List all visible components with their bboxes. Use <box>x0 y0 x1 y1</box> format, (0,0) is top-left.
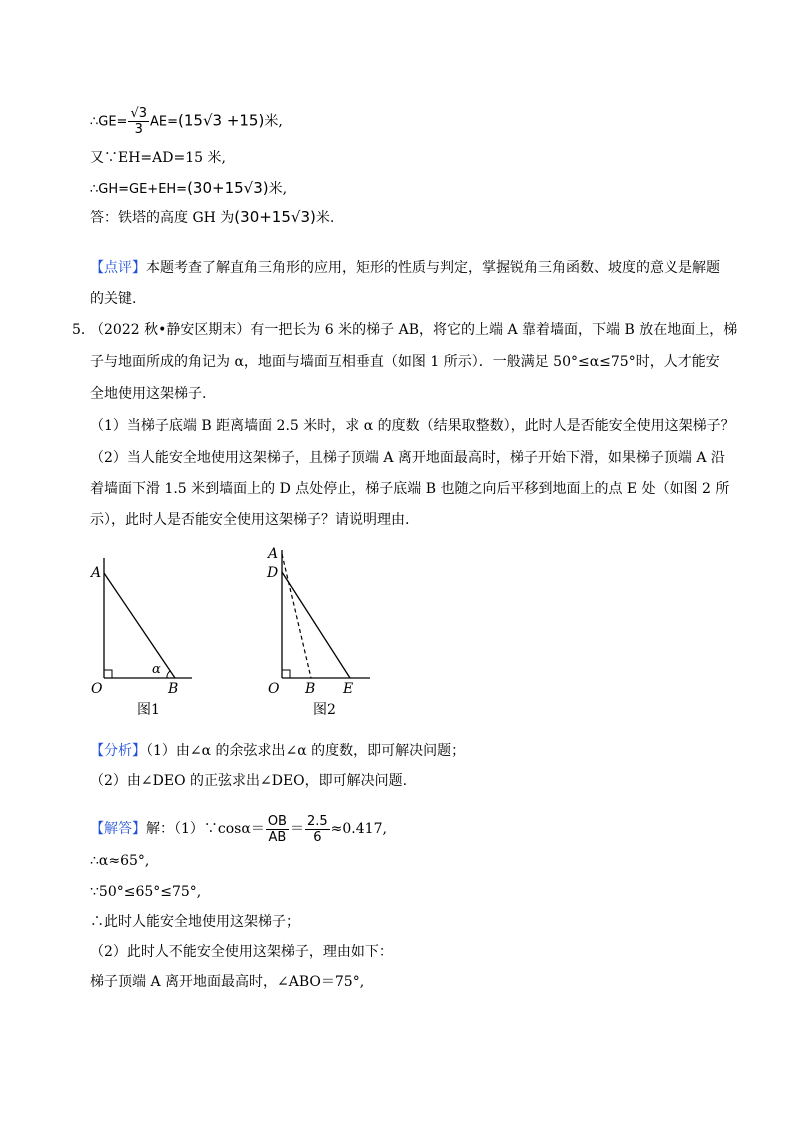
solution-line-6: 梯子顶端 A 离开地面最高时，∠ABO＝75°, <box>90 974 365 990</box>
cos-fraction-2-numerator: 2.5 <box>306 813 328 829</box>
ge-lhs: ∴GE= <box>90 114 128 130</box>
cos-fraction-1-denominator: AB <box>268 829 287 845</box>
fig2-label-e: E <box>343 681 354 697</box>
question-2-line-3: 示），此时人是否能安全使用这架梯子？请说明理由. <box>90 512 410 528</box>
cos-fraction-2-denominator: 6 <box>313 829 322 845</box>
fig2-label-a: A <box>268 546 279 562</box>
fig1-label-a: A <box>91 565 102 581</box>
comment-text-1: 本题考查了解直角三角形的应用，矩形的性质与判定，掌握锐角三角函数、坡度的意义是解题 <box>146 260 720 276</box>
problem-line-2: 子与地面所成的角记为 α，地面与墙面互相垂直（如图 1 所示）．一般满足 50°≤α≤75°时，人才能安 <box>90 354 720 370</box>
solution-line-3: ∵50°≤65°≤75°, <box>90 884 202 900</box>
fig2-ladder-ab-dashed <box>282 554 311 678</box>
comment-tag: 【点评】 <box>90 260 146 276</box>
gh-lhs: ∴GH=GE+EH= <box>90 182 188 197</box>
ge-equation-line <box>90 106 283 137</box>
figure-1 <box>89 558 192 718</box>
ge-mid: AE= <box>150 114 179 130</box>
solution-tag: 【解答】 <box>90 821 146 837</box>
fig2-right-angle-mark <box>282 670 290 678</box>
comment-text-2: 的关键. <box>90 291 137 307</box>
problem-number: 5． <box>72 322 95 338</box>
ge-expression: (15√3 +15) <box>178 111 265 130</box>
analysis-text-1: （1）由∠α 的余弦求出∠α 的度数，即可解决问题； <box>146 743 466 759</box>
fig1-caption: 图1 <box>137 702 160 718</box>
ge-fraction <box>128 106 149 137</box>
analysis-line-1 <box>90 741 465 761</box>
comment-line-1 <box>90 258 720 278</box>
gh-expression: (30+15√3) <box>187 179 269 197</box>
ge-fraction-numerator: √3 <box>130 106 148 121</box>
figure-2 <box>266 546 370 718</box>
solution-approx: ≈0.417, <box>330 821 387 837</box>
figures-diagram <box>0 540 800 740</box>
fig1-ladder-ab <box>104 573 175 678</box>
answer-expression: (30+15√3) <box>234 208 316 226</box>
ge-fraction-denominator: 3 <box>134 122 143 137</box>
fig2-caption: 图2 <box>313 702 336 718</box>
cos-fraction-2 <box>305 814 330 845</box>
fig1-label-o: O <box>91 681 103 697</box>
eh-line: 又∵EH=AD=15 米, <box>90 150 226 166</box>
answer-line <box>90 207 334 228</box>
analysis-tag: 【分析】 <box>90 743 146 759</box>
fig2-ladder-de <box>282 572 350 678</box>
gh-equation-line <box>90 178 287 200</box>
solution-intro: 解：（1）∵cosα＝ <box>146 821 265 837</box>
fig2-label-o: O <box>268 681 280 697</box>
analysis-text-2: （2）由∠DEO 的正弦求出∠DEO，即可解决问题. <box>90 773 408 789</box>
fig1-label-alpha: α <box>152 662 161 677</box>
answer-prefix: 答：铁塔的高度 GH 为 <box>90 210 235 226</box>
solution-line-5: （2）此时人不能安全使用这架梯子，理由如下： <box>90 944 393 960</box>
solution-line-1 <box>90 812 387 846</box>
fig2-label-d: D <box>267 565 279 581</box>
ge-unit: 米, <box>264 113 283 130</box>
problem-line-1: （2022 秋•静安区期末）有一把长为 6 米的梯子 AB，将它的上端 A 靠着墙面，下端 B 放在地面上，梯 <box>90 322 738 338</box>
cos-fraction-1 <box>266 814 289 845</box>
fig1-label-b: B <box>168 681 179 697</box>
question-2-line-2: 着墙面下滑 1.5 米到墙面上的 D 点处停止，梯子底端 B 也随之向后平移到地面上的点 E 处（如图 2 所 <box>90 481 730 497</box>
gh-unit: 米, <box>268 181 288 197</box>
question-2-line-1: （2）当人能安全地使用这架梯子，且梯子顶端 A 离开地面最高时，梯子开始下滑，如果梯子顶端 A 沿 <box>90 450 725 466</box>
solution-line-2: ∴α≈65°, <box>90 853 150 869</box>
solution-line-4: ∴此时人能安全地使用这架梯子； <box>90 914 300 930</box>
solution-equals: ＝ <box>289 821 304 837</box>
fig1-angle-arc <box>167 671 170 678</box>
problem-line-3: 全地使用这架梯子. <box>90 386 207 402</box>
fig1-right-angle-mark <box>104 670 112 678</box>
question-1: （1）当梯子底端 B 距离墙面 2.5 米时，求 α 的度数（结果取整数），此时人是否能安全使用这架梯子？ <box>90 418 735 434</box>
answer-unit: 米. <box>315 210 335 226</box>
cos-fraction-1-numerator: OB <box>267 813 287 829</box>
fig2-label-b: B <box>305 681 316 697</box>
